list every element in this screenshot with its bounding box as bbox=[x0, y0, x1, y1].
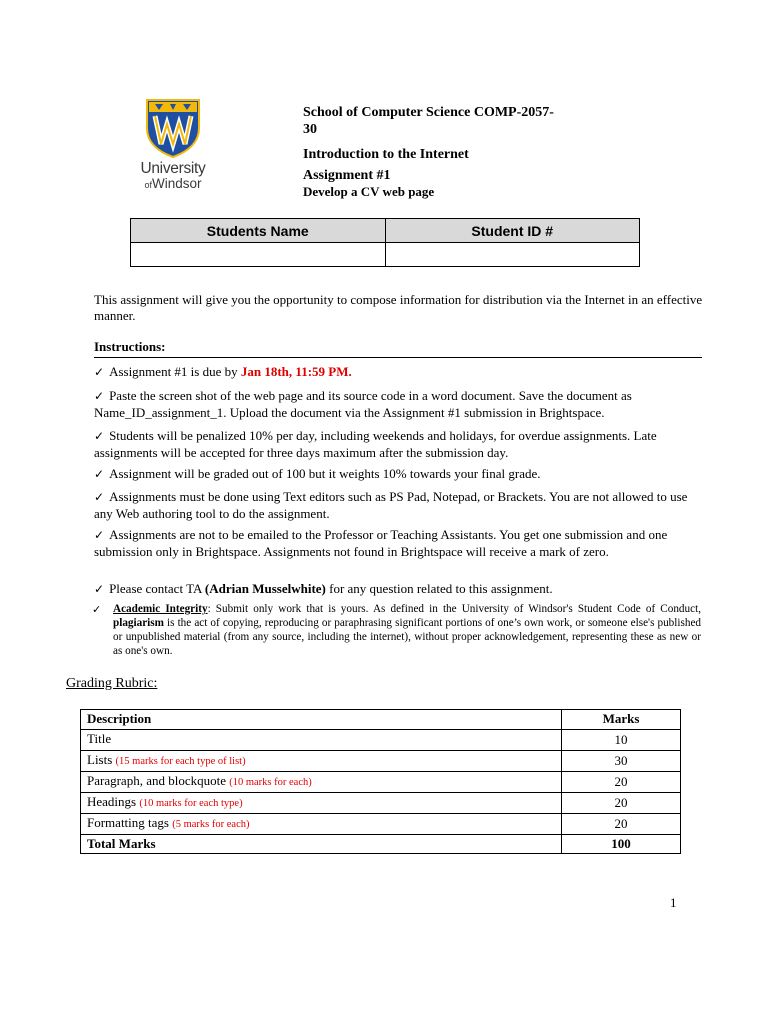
page-number: 1 bbox=[670, 895, 677, 910]
checkmark-icon: ✓ bbox=[94, 365, 105, 379]
students-name-cell[interactable] bbox=[131, 243, 386, 267]
rubric-marks: 20 bbox=[562, 771, 681, 792]
instruction-text: Assignment will be graded out of 100 but it weights 10% towards your final grade. bbox=[109, 466, 541, 481]
logo-line-university: University bbox=[140, 160, 206, 177]
checkmark-icon: ✓ bbox=[94, 490, 105, 504]
rubric-marks: 20 bbox=[562, 813, 681, 834]
plagiarism-term: plagiarism bbox=[113, 616, 164, 629]
marks-header: Marks bbox=[562, 710, 681, 730]
student-id-cell[interactable] bbox=[385, 243, 640, 267]
university-logo bbox=[133, 98, 213, 193]
due-date-prefix: Assignment #1 is due by bbox=[109, 364, 241, 379]
students-name-header: Students Name bbox=[131, 219, 386, 243]
student-info-table bbox=[130, 218, 640, 267]
contact-suffix: for any question related to this assignment. bbox=[325, 581, 553, 596]
instruction-contact-ta bbox=[94, 581, 706, 598]
rubric-description bbox=[81, 813, 562, 834]
instructions-heading: Instructions: bbox=[94, 339, 702, 358]
rubric-note: (15 marks for each type of list) bbox=[115, 755, 246, 767]
checkmark-icon: ✓ bbox=[94, 467, 105, 481]
integrity-part-a: : Submit only work that is yours. As defined in the University of Windsor's Student Code of Conduct, bbox=[207, 603, 701, 615]
rubric-label: Title bbox=[87, 730, 112, 746]
rubric-description bbox=[81, 729, 562, 750]
rubric-description bbox=[81, 771, 562, 792]
table-row bbox=[81, 750, 681, 771]
rubric-description bbox=[81, 750, 562, 771]
rubric-marks: 20 bbox=[562, 792, 681, 813]
course-title: Introduction to the Internet bbox=[303, 147, 469, 162]
integrity-part-b: is the act of copying, reproducing or paraphrasing significant portions of one’s own work, or someone else's published or unpublished material (from any source, including the internet), without proper acknowledgement, representing these as new or as one's own. bbox=[113, 616, 701, 657]
instruction-text: Assignments are not to be emailed to the Professor or Teaching Assistants. You get one submission and one submission only in Brightspace. Assignments not found in Brightspace will receive a mark of zero. bbox=[94, 527, 668, 559]
table-row bbox=[81, 729, 681, 750]
logo-of: of bbox=[144, 180, 152, 190]
table-row bbox=[81, 813, 681, 834]
total-row bbox=[81, 834, 681, 854]
integrity-text bbox=[113, 603, 701, 659]
grading-rubric-table bbox=[80, 709, 681, 854]
assignment-subtitle: Develop a CV web page bbox=[303, 184, 435, 199]
rubric-header-row bbox=[81, 710, 681, 730]
checkmark-icon: ✓ bbox=[94, 528, 105, 542]
instruction-tools bbox=[94, 489, 706, 521]
instruction-submission bbox=[94, 388, 706, 420]
checkmark-icon: ✓ bbox=[92, 603, 102, 616]
assignment-title: Assignment #1 bbox=[303, 168, 391, 183]
due-date-value: Jan 18th, 11:59 PM. bbox=[240, 364, 352, 379]
shield-icon bbox=[133, 98, 213, 158]
instruction-text: Students will be penalized 10% per day, including weekends and holidays, for overdue assignments. Late assignments will be accepted for three days maximum after the submission day. bbox=[94, 428, 657, 460]
instruction-no-email bbox=[94, 527, 706, 559]
logo-line-windsor bbox=[133, 176, 213, 191]
rubric-description bbox=[81, 792, 562, 813]
rubric-note: (10 marks for each type) bbox=[139, 797, 243, 809]
checkmark-icon: ✓ bbox=[94, 389, 105, 403]
school-heading: School of Computer Science COMP-2057-30 bbox=[303, 105, 554, 137]
integrity-label: Academic Integrity bbox=[113, 603, 208, 615]
rubric-note: (10 marks for each) bbox=[229, 776, 312, 788]
contact-prefix: Please contact TA bbox=[109, 581, 205, 596]
instruction-text: Paste the screen shot of the web page and its source code in a word document. Save the document as Name_ID_assignment_1. Upload the document via the Assignment #1 submission in Brightspace. bbox=[94, 388, 632, 420]
intro-paragraph: This assignment will give you the opportunity to compose information for distribution via the Internet in an effective manner. bbox=[94, 292, 703, 323]
description-header: Description bbox=[81, 710, 562, 730]
instruction-text: Assignments must be done using Text editors such as PS Pad, Notepad, or Brackets. You are not allowed to use any Web authoring tool to do the assignment. bbox=[94, 489, 688, 521]
rubric-marks: 10 bbox=[562, 729, 681, 750]
total-marks: 100 bbox=[562, 834, 681, 854]
total-label: Total Marks bbox=[81, 834, 562, 854]
instruction-penalty bbox=[94, 428, 706, 460]
table-row bbox=[81, 792, 681, 813]
rubric-label: Formatting tags bbox=[87, 814, 173, 830]
logo-windsor: Windsor bbox=[152, 176, 202, 191]
instruction-due-date bbox=[94, 364, 706, 381]
ta-name: (Adrian Musselwhite) bbox=[204, 581, 326, 596]
table-row bbox=[81, 771, 681, 792]
student-id-header: Student ID # bbox=[385, 219, 640, 243]
rubric-note: (5 marks for each) bbox=[172, 818, 250, 830]
checkmark-icon: ✓ bbox=[94, 582, 105, 596]
checkmark-icon: ✓ bbox=[94, 429, 105, 443]
rubric-label: Headings bbox=[87, 793, 140, 809]
instruction-grading bbox=[94, 466, 706, 483]
rubric-label: Paragraph, and blockquote bbox=[87, 772, 230, 788]
rubric-marks: 30 bbox=[562, 750, 681, 771]
grading-rubric-title: Grading Rubric: bbox=[66, 676, 158, 691]
rubric-label: Lists bbox=[87, 751, 116, 767]
